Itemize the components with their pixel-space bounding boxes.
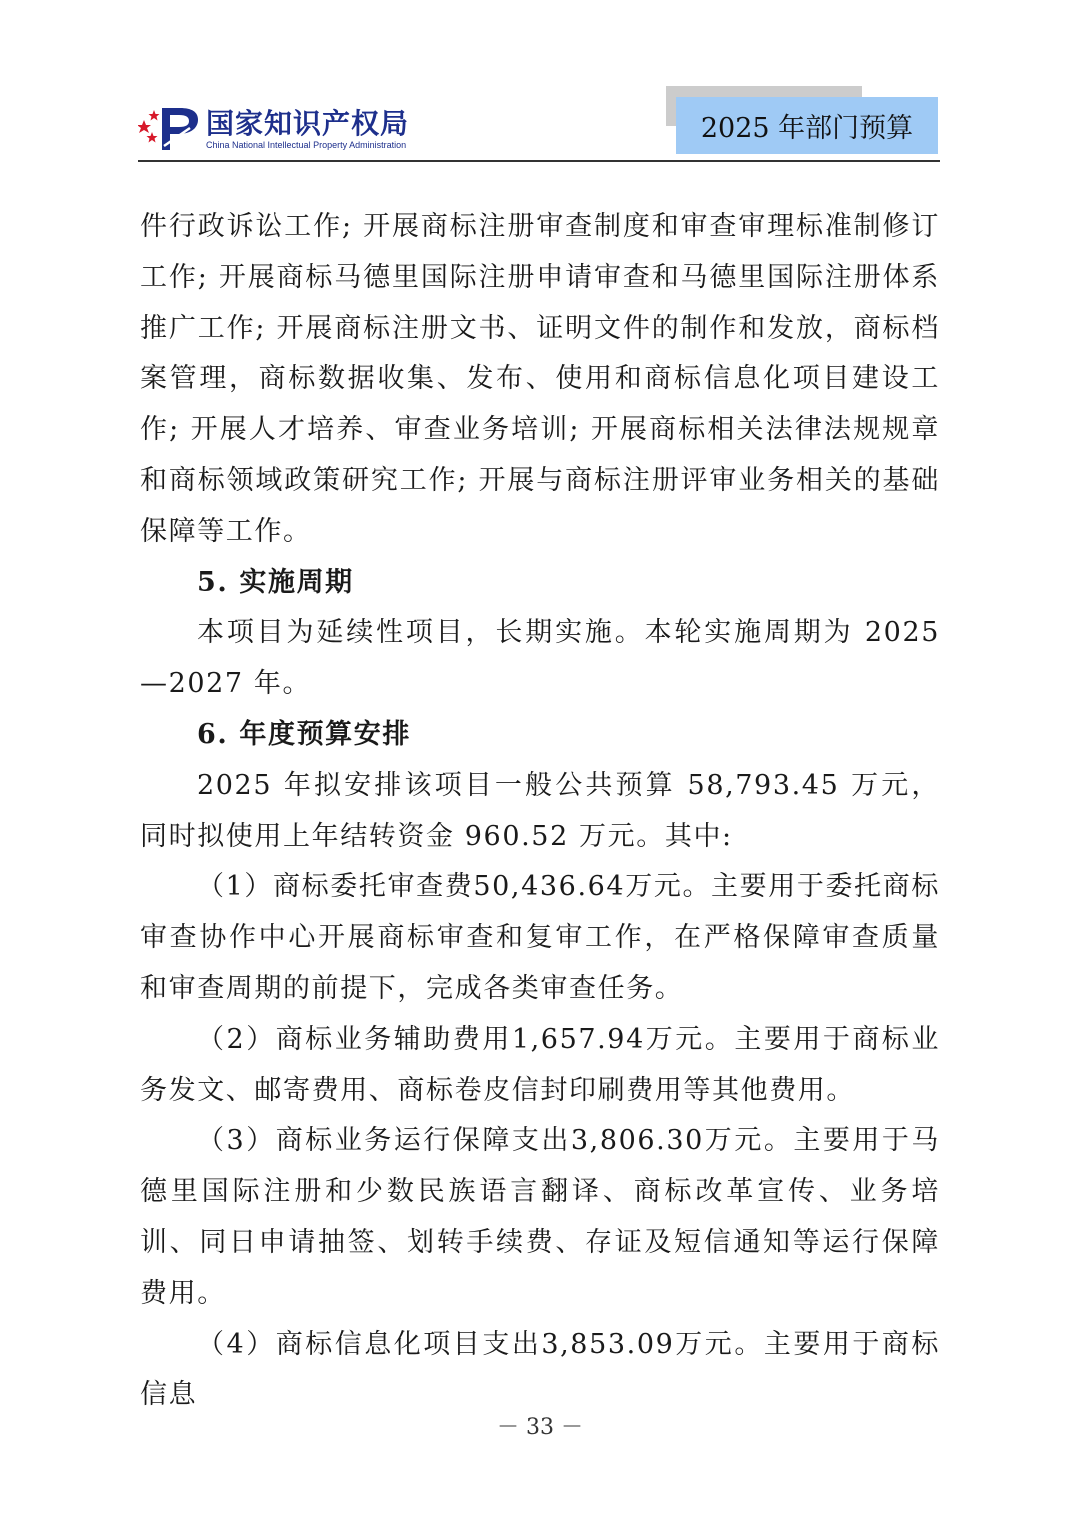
- section-heading-implementation-period: 5. 实施周期: [197, 566, 354, 598]
- budget-item-1: （1）商标委托审查费50,436.64万元。主要用于委托商标审查协作中心开展商标审查和复审工作，在严格保障审查质量和审查周期的前提下，完成各类审查任务。: [140, 871, 940, 1004]
- paragraph-continuation: 件行政诉讼工作; 开展商标注册审查制度和审查审理标准制修订工作; 开展商标马德里国际注册申请审查和马德里国际注册体系推广工作; 开展商标注册文书、证明文件的制作和发放，商标档案管理，商标数据收集、发布、使用和商标信息化项目建设工作; 开展人才培养、审查业务培训; 开展商标相关法律法规规章和商标领域政策研究工作; 开展与商标注册评审业务相关的基础保障等工作。: [140, 211, 940, 547]
- budget-item-3: （3）商标业务运行保障支出3,806.30万元。主要用于马德里国际注册和少数民族语言翻译、商标改革宣传、业务培训、同日申请抽签、划转手续费、存证及短信通知等运行保障费用。: [140, 1125, 940, 1309]
- budget-year-tab: 2025 年部门预算: [676, 97, 938, 154]
- document-body: [140, 202, 940, 1421]
- page-header: [138, 84, 940, 162]
- paragraph-implementation-period: 本项目为延续性项目，长期实施。本轮实施周期为 2025—2027 年。: [140, 617, 940, 700]
- paragraph-annual-budget: 2025 年拟安排该项目一般公共预算 58,793.45 万元，同时拟使用上年结转资金 960.52 万元。其中:: [140, 769, 940, 852]
- page-number: － 33 －: [497, 1415, 583, 1440]
- logo-chinese-name: 国家知识产权局: [206, 107, 410, 140]
- budget-item-4: （4）商标信息化项目支出3,853.09万元。主要用于商标信息: [140, 1328, 940, 1411]
- cnipa-logo: [138, 98, 438, 156]
- header-divider: [138, 160, 940, 162]
- cnipa-emblem-icon: [138, 106, 200, 152]
- logo-english-name: China National Intellectual Property Administration: [206, 140, 407, 150]
- section-heading-annual-budget: 6. 年度预算安排: [197, 718, 411, 750]
- budget-item-2: （2）商标业务辅助费用1,657.94万元。主要用于商标业务发文、邮寄费用、商标卷皮信封印刷费用等其他费用。: [140, 1023, 940, 1106]
